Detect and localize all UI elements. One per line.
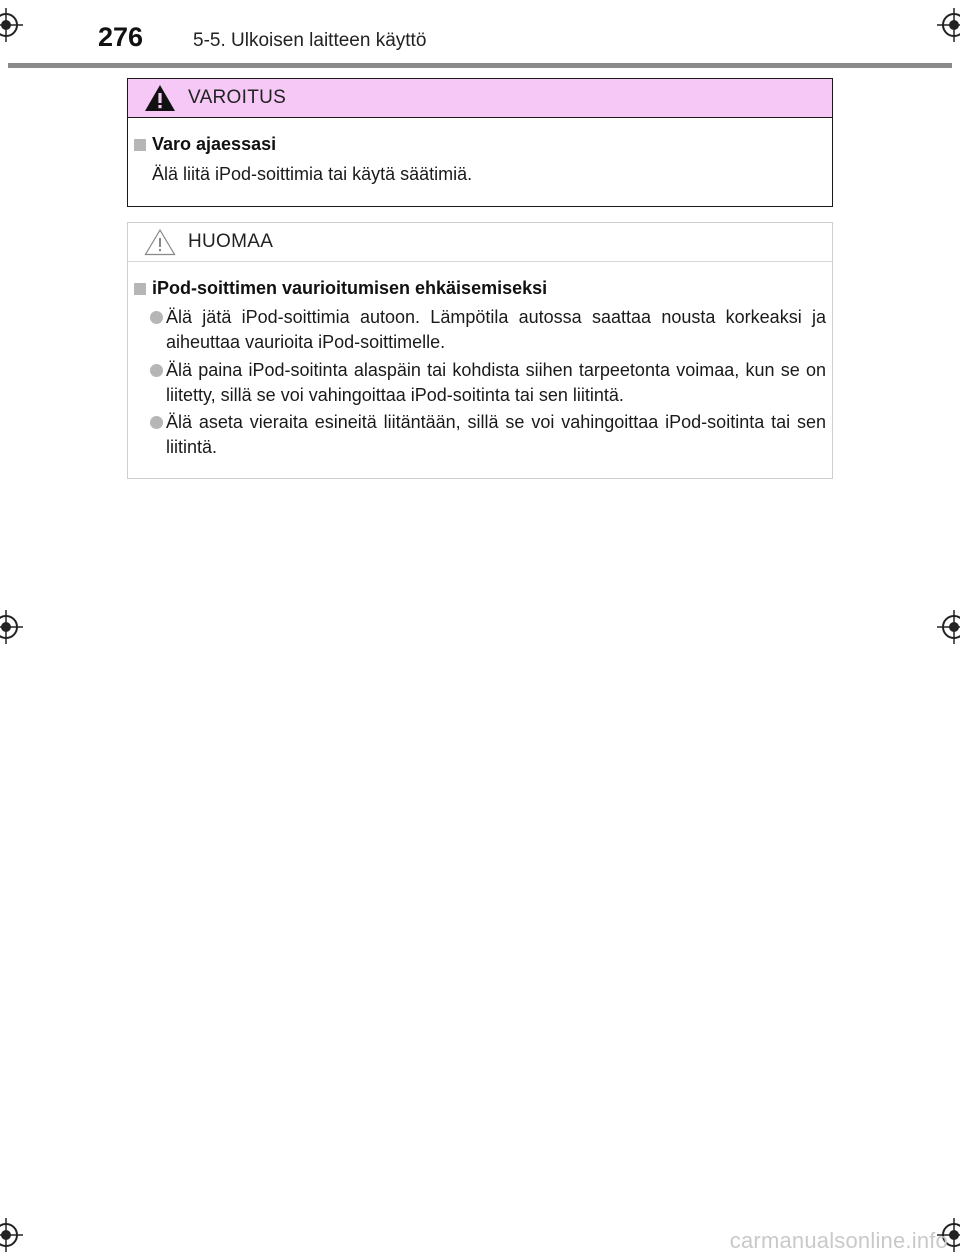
warning-triangle-icon <box>144 84 176 112</box>
warning-subheading-text: Varo ajaessasi <box>152 134 277 154</box>
square-bullet-icon <box>134 139 146 151</box>
square-bullet-icon <box>134 283 146 295</box>
registration-mark-icon <box>937 8 960 42</box>
page-number: 276 <box>98 22 144 52</box>
header-divider <box>8 63 952 68</box>
round-bullet-icon <box>150 416 163 429</box>
warning-box-label: VAROITUS <box>188 87 287 108</box>
registration-mark-icon <box>0 610 23 644</box>
list-item-text: Älä jätä iPod-soittimia autoon. Lämpötila autossa saattaa nousta korkeaksi ja aiheuttaa vaurioita iPod-soittimelle. <box>166 307 826 352</box>
notice-subheading-text: iPod-soittimen vaurioitumisen ehkäisemiseksi <box>152 278 548 298</box>
registration-mark-icon <box>0 1218 23 1252</box>
list-item-text: Älä aseta vieraita esineitä liitäntään, sillä se voi vahingoittaa iPod-soitinta tai sen liitintä. <box>166 412 826 457</box>
notice-triangle-icon <box>144 228 176 256</box>
round-bullet-icon <box>150 311 163 324</box>
warning-box <box>127 78 833 207</box>
list-item-text: Älä paina iPod-soitinta alaspäin tai kohdista siihen tarpeetonta voimaa, kun se on liitetty, sillä se voi vahingoittaa iPod-soitinta tai sen liitintä. <box>166 360 826 405</box>
warning-box-header <box>128 79 832 118</box>
registration-mark-icon <box>0 8 23 42</box>
round-bullet-icon <box>150 364 163 377</box>
warning-subheading <box>132 134 276 155</box>
list-item <box>150 358 826 408</box>
registration-mark-icon <box>937 610 960 644</box>
notice-box <box>127 222 833 479</box>
section-title: 5-5. Ulkoisen laitteen käyttö <box>193 30 427 51</box>
list-item <box>150 410 826 460</box>
warning-text: Älä liitä iPod-soittimia tai käytä säätimiä. <box>152 164 473 184</box>
notice-box-label: HUOMAA <box>188 231 274 252</box>
list-item <box>150 305 826 355</box>
notice-box-header <box>128 223 832 262</box>
notice-subheading <box>132 278 547 299</box>
watermark-link[interactable]: carmanualsonline.info <box>729 1228 948 1253</box>
